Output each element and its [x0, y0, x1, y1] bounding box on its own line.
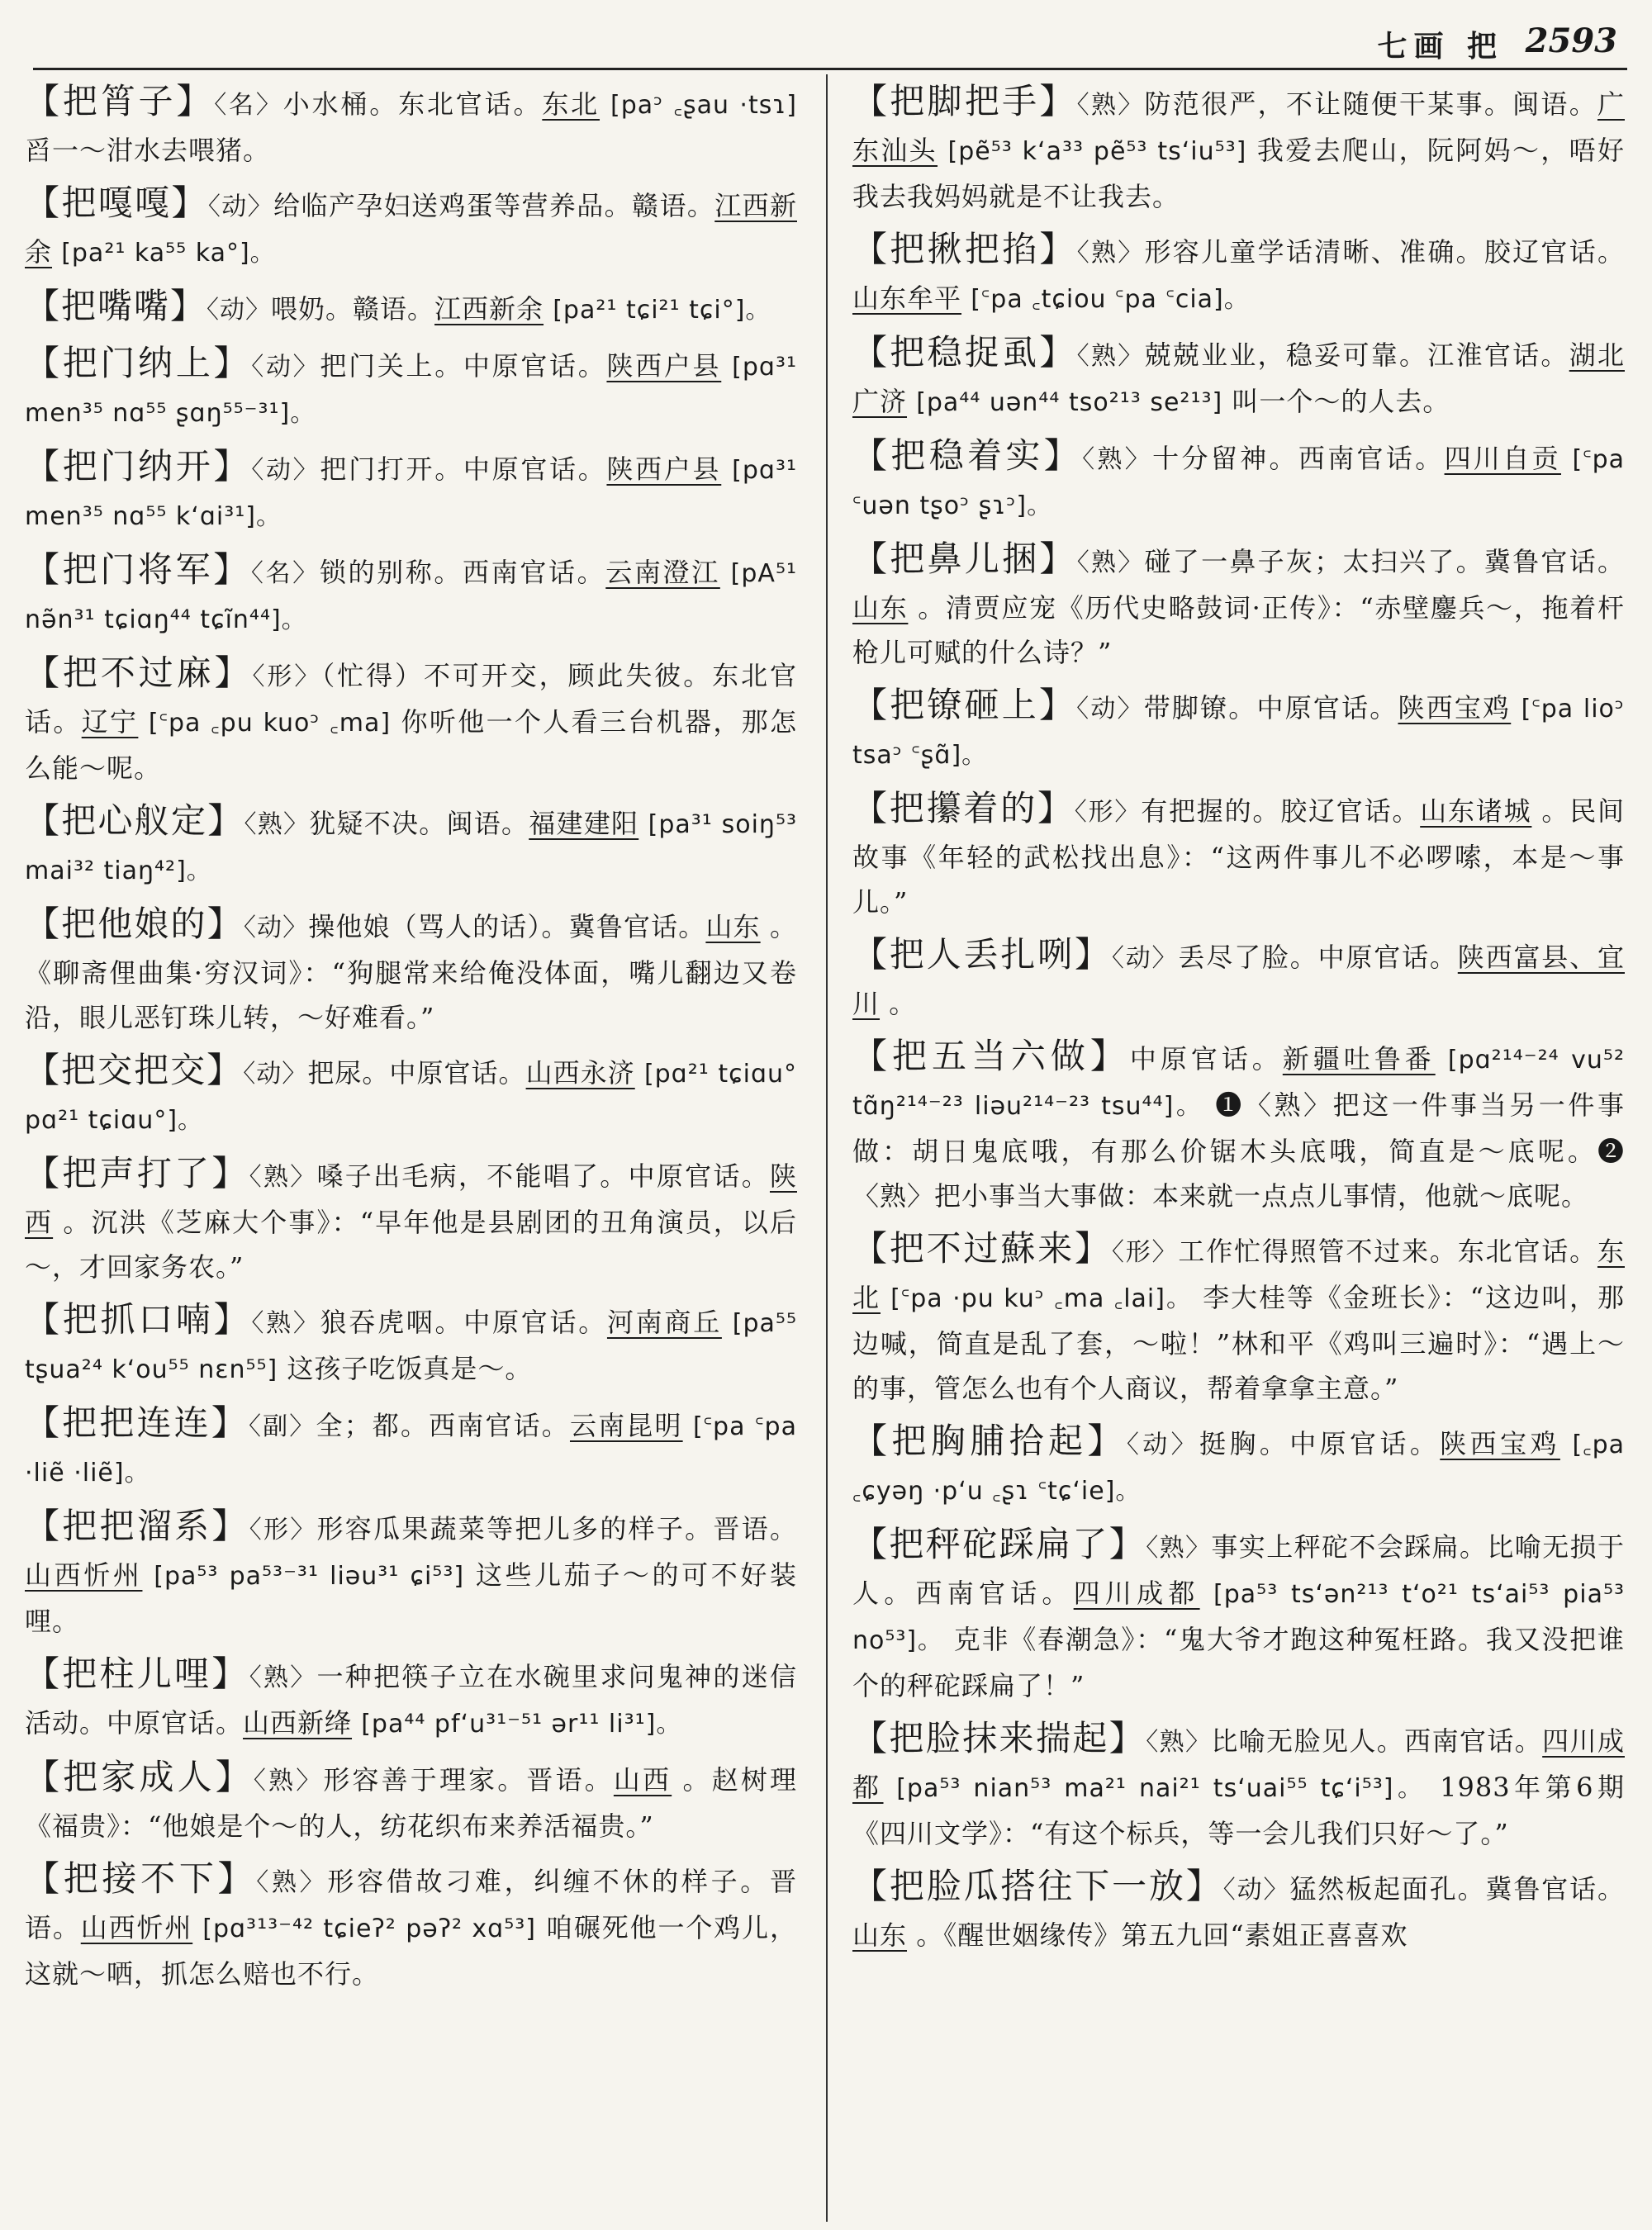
entry-pronunciation: [pɑ³¹ men³⁵ nɑ⁵⁵ kʻɑi³¹]。 — [25, 456, 797, 531]
entry-location: 山西忻州 — [80, 1912, 193, 1943]
entry-pos: 〈熟〉 — [1146, 1534, 1212, 1563]
entry-pos: 〈形〉 — [1111, 1238, 1179, 1267]
dictionary-entry — [852, 1864, 1625, 1957]
entry-pronunciation: [pa⁵³ pa⁵³⁻³¹ liəu³¹ ɕi⁵³] — [154, 1562, 465, 1591]
column-divider — [826, 74, 828, 2222]
entry-headword: 【把稳着实】 — [852, 435, 1083, 476]
entry-example: 。清贾应宠《历代史略鼓词·正传》：“赤壁鏖兵～，拖着杆枪儿可赋的什么诗？” — [852, 592, 1625, 668]
entry-definition: 给临产孕妇送鸡蛋等营养品。赣语。 — [273, 190, 715, 221]
entry-pronunciation: [꜂pa ꜂pa ·liẽ ·liẽ]。 — [25, 1412, 797, 1487]
entry-location: 四川自贡 — [1444, 443, 1561, 474]
entry-location: 广东汕头 — [852, 88, 1625, 166]
entry-definition: （忙得）不可开交，顾此失彼。东北官话。 — [25, 660, 797, 738]
entry-pronunciation: [꜂pa ·pu kuᵓ ꜀ma ꜀lai]。 — [890, 1284, 1193, 1313]
entry-pos: 〈熟〉 — [256, 1868, 328, 1897]
entry-example: 这些儿茄子～的可不好装哩。 — [25, 1559, 797, 1637]
entry-headword: 【把门纳开】 — [25, 446, 252, 486]
entry-location: 辽宁 — [81, 706, 139, 738]
dictionary-entry — [852, 434, 1625, 529]
entry-pronunciation: [꜂pa ꜀tɕiou ꜂pa ꜂cia]。 — [971, 285, 1250, 314]
entry-location: 河南商丘 — [606, 1307, 722, 1338]
entry-pos: 〈动〉 — [1111, 944, 1179, 973]
entry-headword: 【把嘴嘴】 — [25, 286, 207, 326]
entry-definition: 有把握的。胶辽官话。 — [1141, 795, 1421, 827]
entry-example: 咱碾死他一个鸡儿，这就～哂，抓怎么赔也不行。 — [25, 1912, 797, 1990]
entry-headword: 【把把连连】 — [25, 1402, 249, 1443]
entry-example: 我爱去爬山，阮阿妈～，唔好我去我妈妈就是不让我去。 — [852, 135, 1625, 212]
entry-definition: 狼吞虎咽。中原官话。 — [320, 1307, 607, 1338]
entry-headword: 【把门将军】 — [25, 549, 251, 590]
entry-location: 山东诸城 — [1420, 795, 1532, 827]
entry-pronunciation: [paᵓ ꜀ʂau ·tsɿ] — [610, 91, 797, 120]
entry-definition: 碰了一鼻子灰；太扫兴了。冀鲁官话。 — [1144, 546, 1625, 577]
entry-pos: 〈熟〉 — [1146, 1728, 1212, 1757]
entry-pos: 〈熟〉 — [253, 1767, 324, 1796]
entry-headword: 【把心舣定】 — [25, 800, 244, 841]
dictionary-entry — [25, 1048, 797, 1143]
entry-pos: 〈名〉 — [214, 91, 283, 120]
entry-example: 你听他一个人看三台机器，那怎么能～呢。 — [25, 706, 797, 784]
entry-example: ❶〈熟〉把这一件事当另一件事做：胡日鬼底哦，有那么价锯木头底哦，简直是～底呢。❷〈熟〉把小事当大事做：本来就一点点儿事情，他就～底呢。 — [852, 1089, 1625, 1212]
right-column — [852, 79, 1625, 2218]
entry-definition: 猛然板起面孔。冀鲁官话。 — [1289, 1873, 1625, 1905]
entry-definition: 形容善于理家。晋语。 — [323, 1764, 614, 1796]
entry-pos: 〈熟〉 — [249, 1163, 317, 1192]
entry-location: 山西 — [613, 1764, 672, 1796]
entry-location: 山东牟平 — [852, 282, 962, 314]
dictionary-entry — [25, 1298, 797, 1393]
entry-headword: 【把抓口喃】 — [25, 1299, 252, 1340]
entry-location: 山东 — [852, 1919, 908, 1951]
section-title: 七画 把 — [1377, 29, 1503, 64]
entry-pos: 〈形〉 — [1074, 798, 1142, 827]
entry-example: 克非《春潮急》：“鬼大爷才跑这种冤枉路。我又没把谁个的秤砣踩扁了！” — [852, 1624, 1625, 1701]
dictionary-entry — [852, 683, 1625, 778]
entry-pos: 〈形〉 — [249, 1516, 317, 1544]
entry-pronunciation: [꜀pa ꜀ɕyəŋ ·pʻu ꜀ʂɿ ꜂tɕʻie]。 — [852, 1431, 1625, 1506]
entry-definition: 形容瓜果蔬菜等把儿多的样子。晋语。 — [316, 1513, 797, 1544]
entry-definition: 形容儿童学话清晰、准确。胶辽官话。 — [1144, 236, 1625, 268]
entry-example: 。沉洪《芝麻大个事》：“早年他是县剧团的丑角演员，以后～，才回家务农。” — [25, 1207, 797, 1283]
entry-pos: 〈动〉 — [1222, 1876, 1290, 1905]
entry-pos: 〈副〉 — [248, 1412, 316, 1441]
entry-definition: 丢尽了脸。中原官话。 — [1178, 942, 1458, 973]
entry-headword: 【把稳捉虱】 — [852, 332, 1077, 372]
entry-headword: 【把家成人】 — [25, 1757, 254, 1797]
entry-pronunciation: [pɑ³¹ men³⁵ nɑ⁵⁵ ʂɑŋ⁵⁵⁻³¹]。 — [25, 353, 797, 428]
dictionary-entry — [25, 799, 797, 894]
entry-location: 山东 — [852, 592, 909, 624]
entry-definition: 防范很严，不让随便干某事。闽语。 — [1144, 88, 1597, 120]
entry-example: 。赵树理《福贵》：“他娘是个～的人，纺花织布来养活福贵。” — [25, 1764, 797, 1842]
dictionary-entry — [25, 284, 797, 333]
entry-location: 湖北广济 — [852, 339, 1625, 417]
dictionary-entry — [25, 1857, 797, 1996]
dictionary-entry — [25, 1151, 797, 1289]
entry-definition: 一种把筷子立在水碗里求问鬼神的迷信活动。中原官话。 — [25, 1661, 797, 1739]
entry-headword: 【把他娘的】 — [25, 904, 244, 944]
entry-pos: 〈熟〉 — [1076, 91, 1145, 120]
entry-pronunciation: [pẽ⁵³ kʻa³³ pẽ⁵³ tsʻiu⁵³] — [947, 137, 1247, 166]
entry-headword: 【把脸抹来揣起】 — [852, 1718, 1146, 1758]
entry-location: 山西新绛 — [243, 1707, 353, 1739]
dictionary-entry — [25, 548, 797, 643]
entry-headword: 【把脸瓜搭往下一放】 — [852, 1866, 1223, 1906]
entry-location: 陕西户县 — [606, 350, 722, 382]
entry-headword: 【把不过蘇来】 — [852, 1228, 1112, 1269]
dictionary-entry — [852, 1716, 1625, 1856]
entry-definition: 小水桶。东北官话。 — [282, 88, 543, 120]
entry-headword: 【把鼻儿捆】 — [852, 539, 1077, 579]
entry-pos: 〈熟〉 — [251, 1309, 320, 1338]
entry-pos: 〈动〉 — [251, 353, 320, 382]
entry-definition: 喂奶。赣语。 — [271, 293, 435, 325]
entry-pronunciation: [pɑ²¹⁴⁻²⁴ vu⁵² tɑ̃ŋ²¹⁴⁻²³ liəu²¹⁴⁻²³ tsu⁴⁴]。 — [852, 1046, 1625, 1121]
page-header — [0, 0, 1652, 66]
entry-pronunciation: [pa²¹ ka⁵⁵ ka°]。 — [61, 239, 276, 268]
entry-headword: 【把交把交】 — [25, 1050, 244, 1090]
left-column — [25, 79, 797, 2218]
entry-pos: 〈名〉 — [250, 559, 320, 588]
entry-location: 云南昆明 — [569, 1410, 683, 1441]
entry-pronunciation: [pɑ²¹ tɕiɑu° pɑ²¹ tɕiɑu°]。 — [25, 1060, 797, 1135]
entry-pos: 〈熟〉 — [244, 810, 310, 839]
entry-location: 山西永济 — [525, 1057, 635, 1089]
entry-location: 新疆吐鲁番 — [1282, 1043, 1436, 1075]
dictionary-entry — [25, 444, 797, 539]
entry-example: 。《聊斋俚曲集·穷汉词》：“狗腿常来给俺没体面，嘴儿翻边又卷沿，眼儿恶钉珠儿转，～好难看。” — [25, 911, 797, 1033]
entry-definition: 形容借故刁难，纠缠不休的样子。晋语。 — [25, 1866, 797, 1943]
entry-headword: 【把镣砸上】 — [852, 685, 1077, 725]
entry-headword: 【把秤砣踩扁了】 — [852, 1524, 1146, 1564]
entry-definition: 中原官话。 — [1129, 1043, 1283, 1075]
dictionary-entry — [25, 79, 797, 173]
entry-definition: 事实上秤砣不会踩扁。比喻无损于人。西南官话。 — [852, 1531, 1625, 1609]
entry-location: 陕西户县 — [606, 453, 722, 485]
entry-headword: 【把攥着的】 — [852, 788, 1075, 828]
dictionary-entry — [25, 341, 797, 436]
entry-headword: 【把嘎嘎】 — [25, 183, 208, 223]
entry-pronunciation: [pa⁵³ tsʻən²¹³ tʻo²¹ tsʻai⁵³ pia⁵³ no⁵³]。 — [852, 1580, 1625, 1655]
entry-pronunciation: [pɑ³¹³⁻⁴² tɕieʔ² pəʔ² xɑ⁵³] — [202, 1914, 536, 1943]
entry-example: 。民间故事《年轻的武松找出息》：“这两件事儿不必啰嗦，本是～事儿。” — [852, 795, 1625, 918]
header-rule — [33, 68, 1627, 70]
entry-headword: 【把揪把掐】 — [852, 229, 1077, 269]
dictionary-entry — [852, 1419, 1625, 1514]
entry-pronunciation: [pa²¹ tɕi²¹ tɕi°]。 — [553, 296, 771, 325]
entry-pronunciation: [pa⁵³ nian⁵³ ma²¹ nai²¹ tsʻuai⁵⁵ tɕʻi⁵³]。 — [896, 1774, 1427, 1803]
dictionary-entry — [25, 181, 797, 276]
dictionary-entry — [852, 786, 1625, 924]
entry-headword: 【把胸脯拾起】 — [852, 1421, 1127, 1461]
entry-definition: 把尿。中原官话。 — [307, 1057, 526, 1089]
dictionary-entry — [25, 1755, 797, 1848]
entry-example: 1983年第6期《四川文学》：“有这个标兵，等一会儿我们只好～了。” — [852, 1772, 1625, 1849]
entry-headword: 【把五当六做】 — [852, 1036, 1130, 1076]
entry-definition: 犹疑不决。闽语。 — [309, 808, 529, 839]
entry-definition: 全；都。西南官话。 — [316, 1410, 570, 1441]
entry-location: 四川成都 — [1073, 1578, 1200, 1609]
entry-location: 陕西宝鸡 — [1398, 692, 1512, 724]
entry-headword: 【把不过麻】 — [25, 652, 253, 693]
entry-location: 江西新余 — [434, 293, 544, 325]
entry-location: 四川成都 — [852, 1725, 1625, 1803]
entry-location: 云南澄江 — [605, 557, 720, 588]
entry-headword: 【把门纳上】 — [25, 343, 252, 383]
entry-example: 舀一～泔水去喂猪。 — [25, 135, 271, 166]
dictionary-entry — [25, 1652, 797, 1747]
entry-location: 江西新余 — [25, 190, 797, 268]
entry-definition: 锁的别称。西南官话。 — [319, 557, 606, 588]
entry-pos: 〈熟〉 — [1082, 445, 1153, 474]
dictionary-entry — [852, 1226, 1625, 1411]
entry-definition: 挺胸。中原官话。 — [1199, 1428, 1441, 1459]
entry-headword: 【把脚把手】 — [852, 81, 1077, 121]
entry-pos: 〈形〉 — [252, 662, 322, 691]
entry-pos: 〈动〉 — [1076, 695, 1144, 724]
entry-example: 李大桂等《金班长》：“这边叫，那边喊，简直是乱了套，～啦！”林和平《鸡叫三遍时》：“遇上～的事，管怎么也有个人商议，帮着拿拿主意。” — [852, 1282, 1625, 1404]
entry-location: 陕西宝鸡 — [1440, 1428, 1560, 1459]
entry-pos: 〈熟〉 — [1076, 548, 1145, 577]
entry-pos: 〈熟〉 — [249, 1663, 317, 1692]
dictionary-entry — [852, 1034, 1625, 1218]
dictionary-entry — [25, 1401, 797, 1496]
entry-pos: 〈动〉 — [243, 913, 309, 942]
entry-example: 。 — [889, 988, 917, 1019]
entry-definition: 把门打开。中原官话。 — [320, 453, 607, 485]
entry-definition: 带脚镣。中原官话。 — [1143, 692, 1398, 724]
entry-example: 叫一个～的人去。 — [1232, 386, 1450, 417]
dictionary-entry — [852, 227, 1625, 322]
entry-pos: 〈熟〉 — [1076, 239, 1145, 268]
entry-pronunciation: [pa³¹ soiŋ⁵³ mai³² tiaŋ⁴²]。 — [25, 810, 797, 885]
entry-pos: 〈动〉 — [251, 456, 320, 485]
entry-headword: 【把筲子】 — [25, 81, 215, 121]
entry-definition: 嗓子出毛病，不能唱了。中原官话。 — [316, 1160, 770, 1192]
entry-pronunciation: [꜂pa lioᵓ tsaᵓ ꜂ʂɑ̃]。 — [852, 695, 1625, 770]
entry-location: 山西忻州 — [25, 1559, 143, 1591]
dictionary-entry — [25, 651, 797, 790]
entry-pronunciation: [pa⁴⁴ uən⁴⁴ tso²¹³ se²¹³] — [916, 388, 1223, 417]
entry-headword: 【把声打了】 — [25, 1153, 249, 1193]
entry-pronunciation: [pa⁵⁵ tʂua²⁴ kʻou⁵⁵ nɛn⁵⁵] — [25, 1309, 797, 1384]
entry-definition: 十分留神。西南官话。 — [1152, 443, 1445, 474]
entry-headword: 【把人丢扎咧】 — [852, 934, 1112, 975]
entry-location: 福建建阳 — [529, 808, 639, 839]
entry-headword: 【把柱儿哩】 — [25, 1654, 249, 1694]
entry-pronunciation: [pA⁵¹ nə̃n³¹ tɕiɑŋ⁴⁴ tɕĩn⁴⁴]。 — [25, 559, 797, 634]
dictionary-entry — [852, 79, 1625, 219]
entry-location: 东北 — [852, 1236, 1625, 1313]
entry-pronunciation: [pa⁴⁴ pfʻu³¹⁻⁵¹ ər¹¹ li³¹]。 — [361, 1710, 682, 1739]
dictionary-entry — [25, 902, 797, 1040]
entry-headword: 【把接不下】 — [25, 1858, 257, 1899]
entry-location: 陕西 — [25, 1160, 797, 1238]
entry-pos: 〈动〉 — [243, 1060, 308, 1089]
entry-definition: 把门关上。中原官话。 — [320, 350, 607, 382]
dictionary-entry — [852, 537, 1625, 675]
entry-pronunciation: [꜂pa ꜀pu kuoᵓ ꜀ma] — [148, 709, 392, 738]
dictionary-entry — [852, 932, 1625, 1026]
entry-location: 陕西富县、宜川 — [852, 942, 1625, 1019]
entry-example: 。《醒世姻缘传》第五九回“素姐正喜喜欢 — [916, 1919, 1408, 1951]
entry-pronunciation: [꜂pa ꜂uən tʂoᵓ ʂɿᵓ]。 — [852, 445, 1625, 520]
entry-headword: 【把把溜系】 — [25, 1506, 249, 1546]
entry-location: 山东 — [705, 911, 761, 942]
entry-example: 这孩子吃饭真是～。 — [287, 1353, 533, 1384]
entry-pos: 〈动〉 — [1126, 1431, 1200, 1459]
entry-pos: 〈熟〉 — [1076, 342, 1145, 371]
entry-definition: 操他娘（骂人的话）。冀鲁官话。 — [308, 911, 706, 942]
page-number: 2593 — [1525, 21, 1617, 60]
dictionary-entry — [25, 1504, 797, 1644]
entry-definition: 兢兢业业，稳妥可靠。江淮官话。 — [1144, 339, 1569, 371]
entry-definition: 比喻无脸见人。西南官话。 — [1211, 1725, 1543, 1757]
entry-definition: 工作忙得照管不过来。东北官话。 — [1178, 1236, 1597, 1267]
dictionary-entry — [852, 1522, 1625, 1708]
entry-pos: 〈动〉 — [207, 192, 274, 221]
dictionary-entry — [852, 330, 1625, 425]
entry-location: 东北 — [542, 88, 601, 120]
entry-pos: 〈动〉 — [206, 296, 272, 325]
